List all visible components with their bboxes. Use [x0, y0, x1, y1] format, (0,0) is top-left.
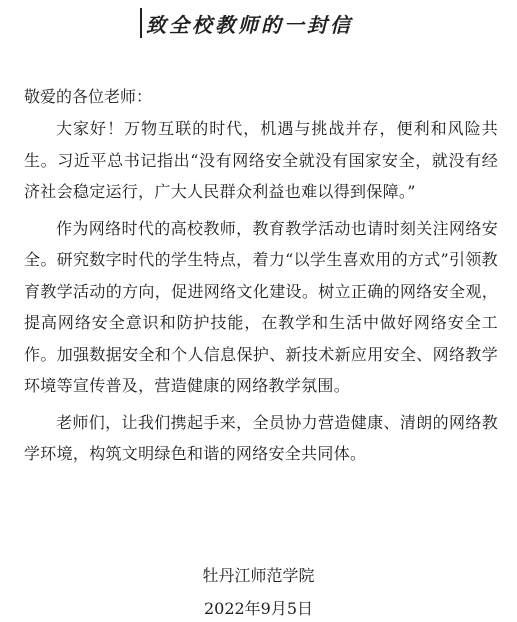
greeting: 敬爱的各位老师： — [24, 87, 153, 106]
paragraph: 大家好！万物互联的时代，机遇与挑战并存，便利和风险共生。习近平总书记指出“没有网络安全就没有国家安全，就没有经济社会稳定运行，广大人民群众利益也难以得到保障。” — [24, 119, 498, 201]
signature: 牡丹江师范学院 — [202, 566, 315, 585]
paragraph: 老师们，让我们携起手来，全员协力营造健康、清朗的网络教学环境，构筑文明绿色和谐的网络安全共同体。 — [24, 412, 498, 463]
document-title: 致全校教师的一封信 — [146, 12, 353, 37]
text-cursor — [140, 8, 142, 38]
date: 2022年9月5日 — [203, 599, 314, 618]
document-title-area — [140, 6, 353, 40]
paragraph: 作为网络时代的高校教师，教育教学活动也请时刻关注网络安全。研究数字时代的学生特点，着力“以学生喜欢用的方式”引领教育教学活动的方向，促进网络文化建设。树立正确的网络安全观，提高网络安全意识和防护技能，在教学和生活中做好网络安全工作。加强数据安全和个人信息保护、新技术新应用安全、网络教学环境等宣传普及，营造健康的网络教学氛围。 — [24, 218, 498, 395]
letter-body — [24, 113, 498, 470]
